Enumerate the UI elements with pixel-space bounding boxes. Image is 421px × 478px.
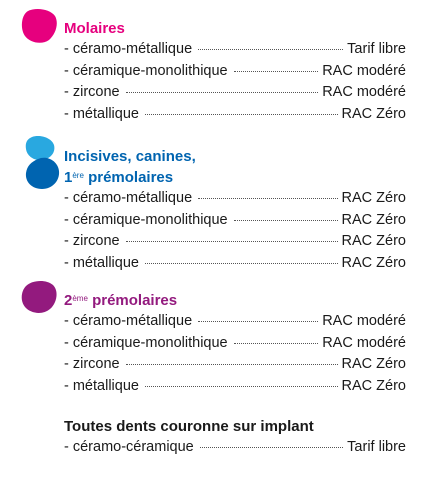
incisives-section	[64, 146, 406, 274]
premolaires2-title	[64, 290, 406, 311]
item-value: RAC modéré	[322, 84, 406, 100]
item-value: RAC modéré	[322, 62, 406, 79]
item-name: - céramique-monolithique	[64, 62, 228, 79]
item-name: - céramo-métallique	[64, 41, 193, 57]
dotted-leader	[198, 198, 337, 199]
dotted-leader	[200, 447, 343, 448]
premolaires2-blob-icon	[20, 280, 58, 314]
item-name: - zircone	[64, 84, 120, 100]
list-item	[64, 311, 406, 333]
item-name: - métallique	[64, 105, 139, 122]
dotted-leader	[145, 263, 338, 264]
dotted-leader	[145, 114, 338, 115]
dotted-leader	[234, 71, 319, 72]
list-item	[64, 104, 406, 126]
list-item	[64, 333, 406, 355]
item-name: - métallique	[64, 377, 139, 394]
title-number: 2	[64, 292, 73, 309]
incisives-title-line1: Incisives, canines,	[64, 148, 196, 165]
dotted-leader	[198, 49, 343, 50]
dotted-leader	[126, 364, 338, 365]
item-value: RAC Zéro	[341, 211, 406, 228]
item-value: RAC Zéro	[341, 377, 406, 394]
list-item	[64, 437, 406, 459]
dotted-leader	[145, 386, 338, 387]
title-rest: prémolaires	[87, 292, 178, 309]
incisives-blob-icon	[22, 135, 62, 191]
title-number: 1	[64, 169, 73, 186]
item-value: Tarif libre	[347, 41, 406, 57]
item-value: RAC modéré	[322, 313, 406, 329]
item-name: - céramo-métallique	[64, 313, 193, 329]
dotted-leader	[126, 92, 319, 93]
item-value: RAC Zéro	[341, 105, 406, 122]
incisives-title-line2	[64, 167, 406, 188]
item-value: RAC Zéro	[341, 356, 406, 372]
premolaires2-blob-shape	[22, 281, 57, 313]
dotted-leader	[234, 343, 319, 344]
molaires-blob-shape	[22, 9, 57, 43]
list-item	[64, 188, 406, 210]
list-item	[64, 61, 406, 83]
incisives-blob-bottom	[26, 158, 59, 189]
dotted-leader	[126, 241, 338, 242]
implant-section	[64, 416, 406, 459]
item-name: - zircone	[64, 356, 120, 372]
molaires-section	[64, 18, 406, 125]
list-item	[64, 210, 406, 232]
title-ordinal: ère	[72, 171, 84, 180]
title-rest: prémolaires	[83, 169, 174, 186]
item-value: RAC Zéro	[341, 233, 406, 249]
item-name: - céramique-monolithique	[64, 334, 228, 351]
list-item	[64, 376, 406, 398]
dotted-leader	[198, 321, 318, 322]
item-name: - métallique	[64, 254, 139, 271]
list-item	[64, 231, 406, 253]
molaires-title: Molaires	[64, 20, 125, 37]
incisives-blob-top	[26, 136, 55, 160]
list-item	[64, 253, 406, 275]
premolaires2-section	[64, 290, 406, 397]
list-item	[64, 354, 406, 376]
molaires-blob-icon	[20, 8, 58, 44]
list-item	[64, 39, 406, 61]
item-name: - céramo-métallique	[64, 190, 193, 206]
title-ordinal: ème	[72, 294, 88, 303]
item-value: RAC Zéro	[341, 254, 406, 271]
item-name: - céramique-monolithique	[64, 211, 228, 228]
list-item	[64, 82, 406, 104]
item-value: RAC Zéro	[341, 190, 406, 206]
implant-title: Toutes dents couronne sur implant	[64, 418, 314, 435]
item-value: RAC modéré	[322, 334, 406, 351]
item-name: - zircone	[64, 233, 120, 249]
dotted-leader	[234, 220, 338, 221]
item-name: - céramo-céramique	[64, 439, 194, 455]
item-value: Tarif libre	[347, 439, 406, 455]
